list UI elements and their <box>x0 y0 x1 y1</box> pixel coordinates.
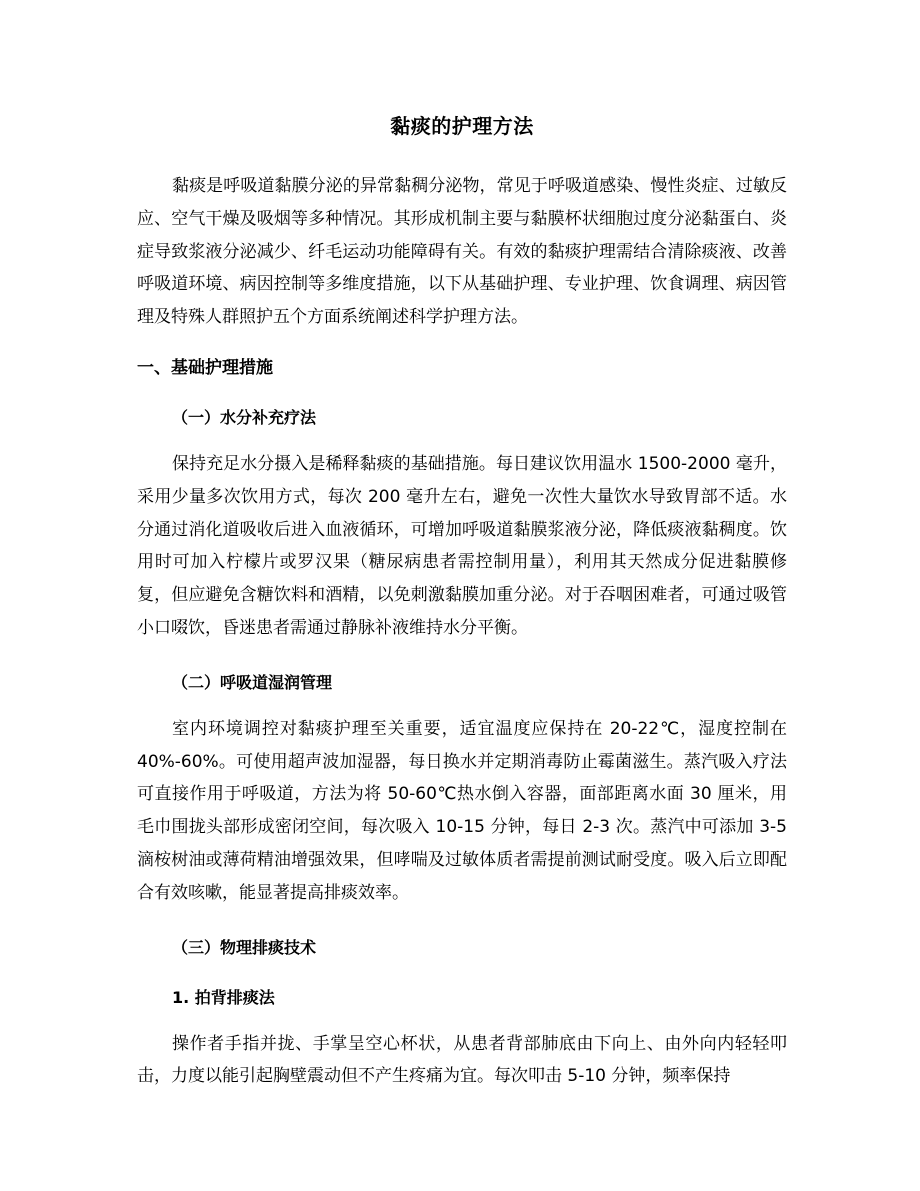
subsection-heading-hydration: （一）水分补充疗法 <box>172 407 317 427</box>
section-heading-basic-care: 一、基础护理措施 <box>137 357 273 378</box>
hydration-paragraph: 保持充足水分摄入是稀释黏痰的基础措施。每日建议饮用温水 1500-2000 毫升，采用少量多次饮用方式，每次 200 毫升左右，避免一次性大量饮水导致胃部不适。水分通过消化道吸收后进入血液循环，可增加呼吸道黏膜浆液分泌，降低痰液黏稠度。饮用时可加入柠檬片或罗汉果（糖尿病患者需控制用量），利用其天然成分促进黏膜修复，但应避免含糖饮料和酒精，以免刺激黏膜加重分泌。对于吞咽困难者，可通过吸管小口啜饮，昏迷患者需通过静脉补液维持水分平衡。 <box>137 453 787 638</box>
subsection-heading-physical-techniques: （三）物理排痰技术 <box>172 937 317 957</box>
subsection-heading-humidification: （二）呼吸道湿润管理 <box>172 672 333 692</box>
intro-paragraph: 黏痰是呼吸道黏膜分泌的异常黏稠分泌物，常见于呼吸道感染、慢性炎症、过敏反应、空气干燥及吸烟等多种情况。其形成机制主要与黏膜杯状细胞过度分泌黏蛋白、炎症导致浆液分泌减少、纤毛运动功能障碍有关。有效的黏痰护理需结合清除痰液、改善呼吸道环境、病因控制等多维度措施，以下从基础护理、专业护理、饮食调理、病因管理及特殊人群照护五个方面系统阐述科学护理方法。 <box>137 176 787 328</box>
humidification-paragraph: 室内环境调控对黏痰护理至关重要，适宜温度应保持在 20-22℃，湿度控制在 40%-60%。可使用超声波加湿器，每日换水并定期消毒防止霉菌滋生。蒸汽吸入疗法可直接作用于呼吸道，方法为将 50-60℃热水倒入容器，面部距离水面 30 厘米，用毛巾围拢头部形成密闭空间，每次吸入 10-15 分钟，每日 2-3 次。蒸汽中可添加 3-5 滴桉树油或薄荷精油增强效果，但哮喘及过敏体质者需提前测试耐受度。吸入后立即配合有效咳嗽，能显著提高排痰效率。 <box>137 718 787 903</box>
document-title: 黏痰的护理方法 <box>390 114 534 138</box>
back-patting-paragraph: 操作者手指并拢、手掌呈空心杯状，从患者背部肺底由下向上、由外向内轻轻叩击，力度以能引起胸壁震动但不产生疼痛为宜。每次叩击 5-10 分钟，频率保持 <box>137 1033 787 1087</box>
item-heading-back-patting: 1. 拍背排痰法 <box>172 987 275 1007</box>
